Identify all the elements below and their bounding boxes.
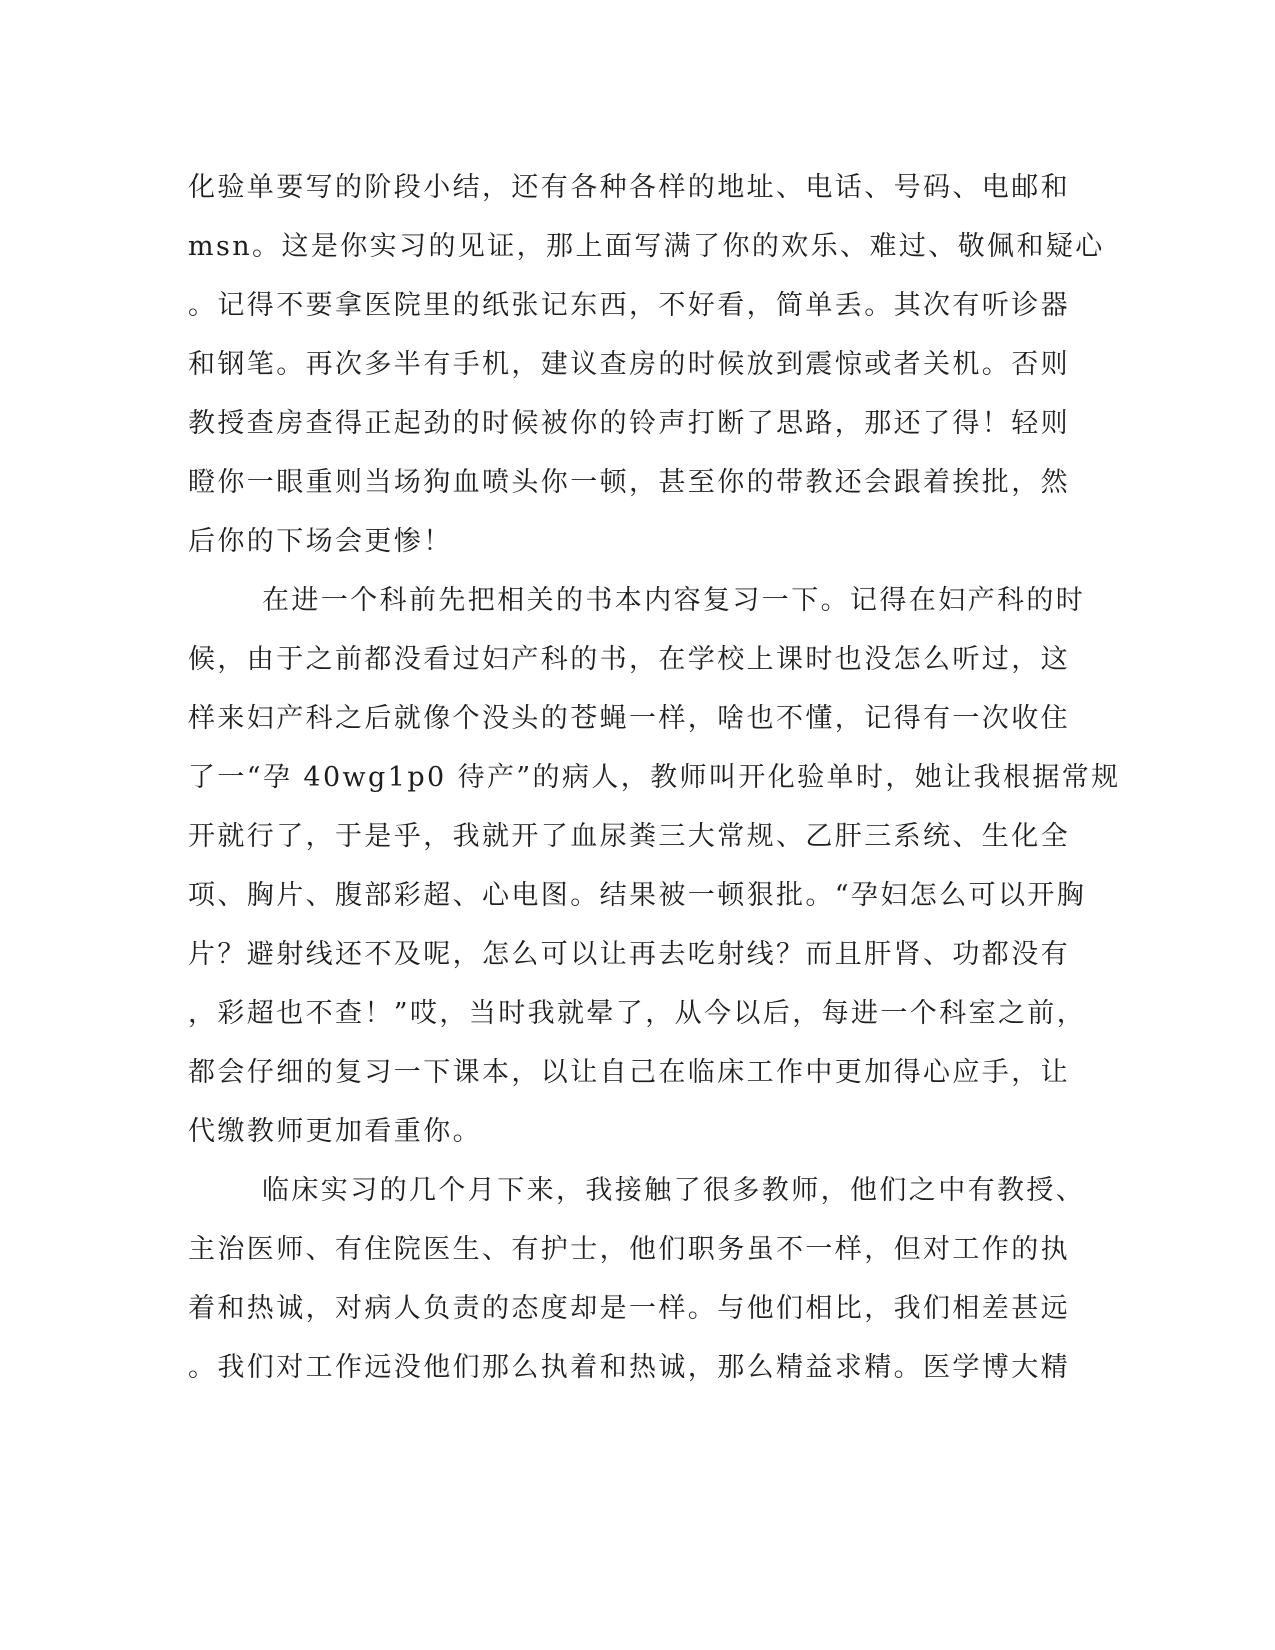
- text-line: 。我们对工作远没他们那么执着和热诚，那么精益求精。医学博大精: [188, 1352, 1070, 1383]
- text-line: 候，由于之前都没看过妇产科的书，在学校上课时也没怎么听过，这: [188, 644, 1070, 675]
- text-line: 瞪你一眼重则当场狗血喷头你一顿，甚至你的带教还会跟着挨批，然: [188, 467, 1070, 498]
- paragraph-first-line: 在进一个科前先把相关的书本内容复习一下。记得在妇产科的时: [262, 585, 1086, 616]
- text-line: 了一“孕 40wg1p0 待产”的病人，教师叫开化验单时，她让我根据常规: [188, 762, 1121, 793]
- paragraph-first-line: 临床实习的几个月下来，我接触了很多教师，他们之中有教授、: [262, 1175, 1086, 1206]
- text-line: 开就行了，于是乎，我就开了血尿粪三大常规、乙肝三系统、生化全: [188, 821, 1070, 852]
- text-line: ，彩超也不查！”哎，当时我就晕了，从今以后，每进一个科室之前，: [188, 998, 1087, 1029]
- text-line: 代缴教师更加看重你。: [188, 1116, 482, 1147]
- body-text: [188, 158, 1121, 1397]
- text-line: 教授查房查得正起劲的时候被你的铃声打断了思路，那还了得！轻则: [188, 408, 1070, 439]
- text-line: 主治医师、有住院医生、有护士，他们职务虽不一样，但对工作的执: [188, 1234, 1070, 1265]
- text-line: 样来妇产科之后就像个没头的苍蝇一样，啥也不懂，记得有一次收住: [188, 703, 1070, 734]
- text-line: 和钢笔。再次多半有手机，建议查房的时候放到震惊或者关机。否则: [188, 349, 1070, 380]
- text-line: 着和热诚，对病人负责的态度却是一样。与他们相比，我们相差甚远: [188, 1293, 1070, 1324]
- text-line: 都会仔细的复习一下课本，以让自己在临床工作中更加得心应手，让: [188, 1057, 1070, 1088]
- text-line: msn。这是你实习的见证，那上面写满了你的欢乐、难过、敬佩和疑心: [188, 231, 1105, 262]
- text-line: 后你的下场会更惨！: [188, 526, 453, 557]
- text-line: 片？避射线还不及呢，怎么可以让再去吃射线？而且肝肾、功都没有: [188, 939, 1070, 970]
- text-line: 项、胸片、腹部彩超、心电图。结果被一顿狠批。“孕妇怎么可以开胸: [188, 880, 1087, 911]
- text-line: 。记得不要拿医院里的纸张记东西，不好看，简单丢。其次有听诊器: [188, 290, 1070, 321]
- text-line: 化验单要写的阶段小结，还有各种各样的地址、电话、号码、电邮和: [188, 172, 1070, 203]
